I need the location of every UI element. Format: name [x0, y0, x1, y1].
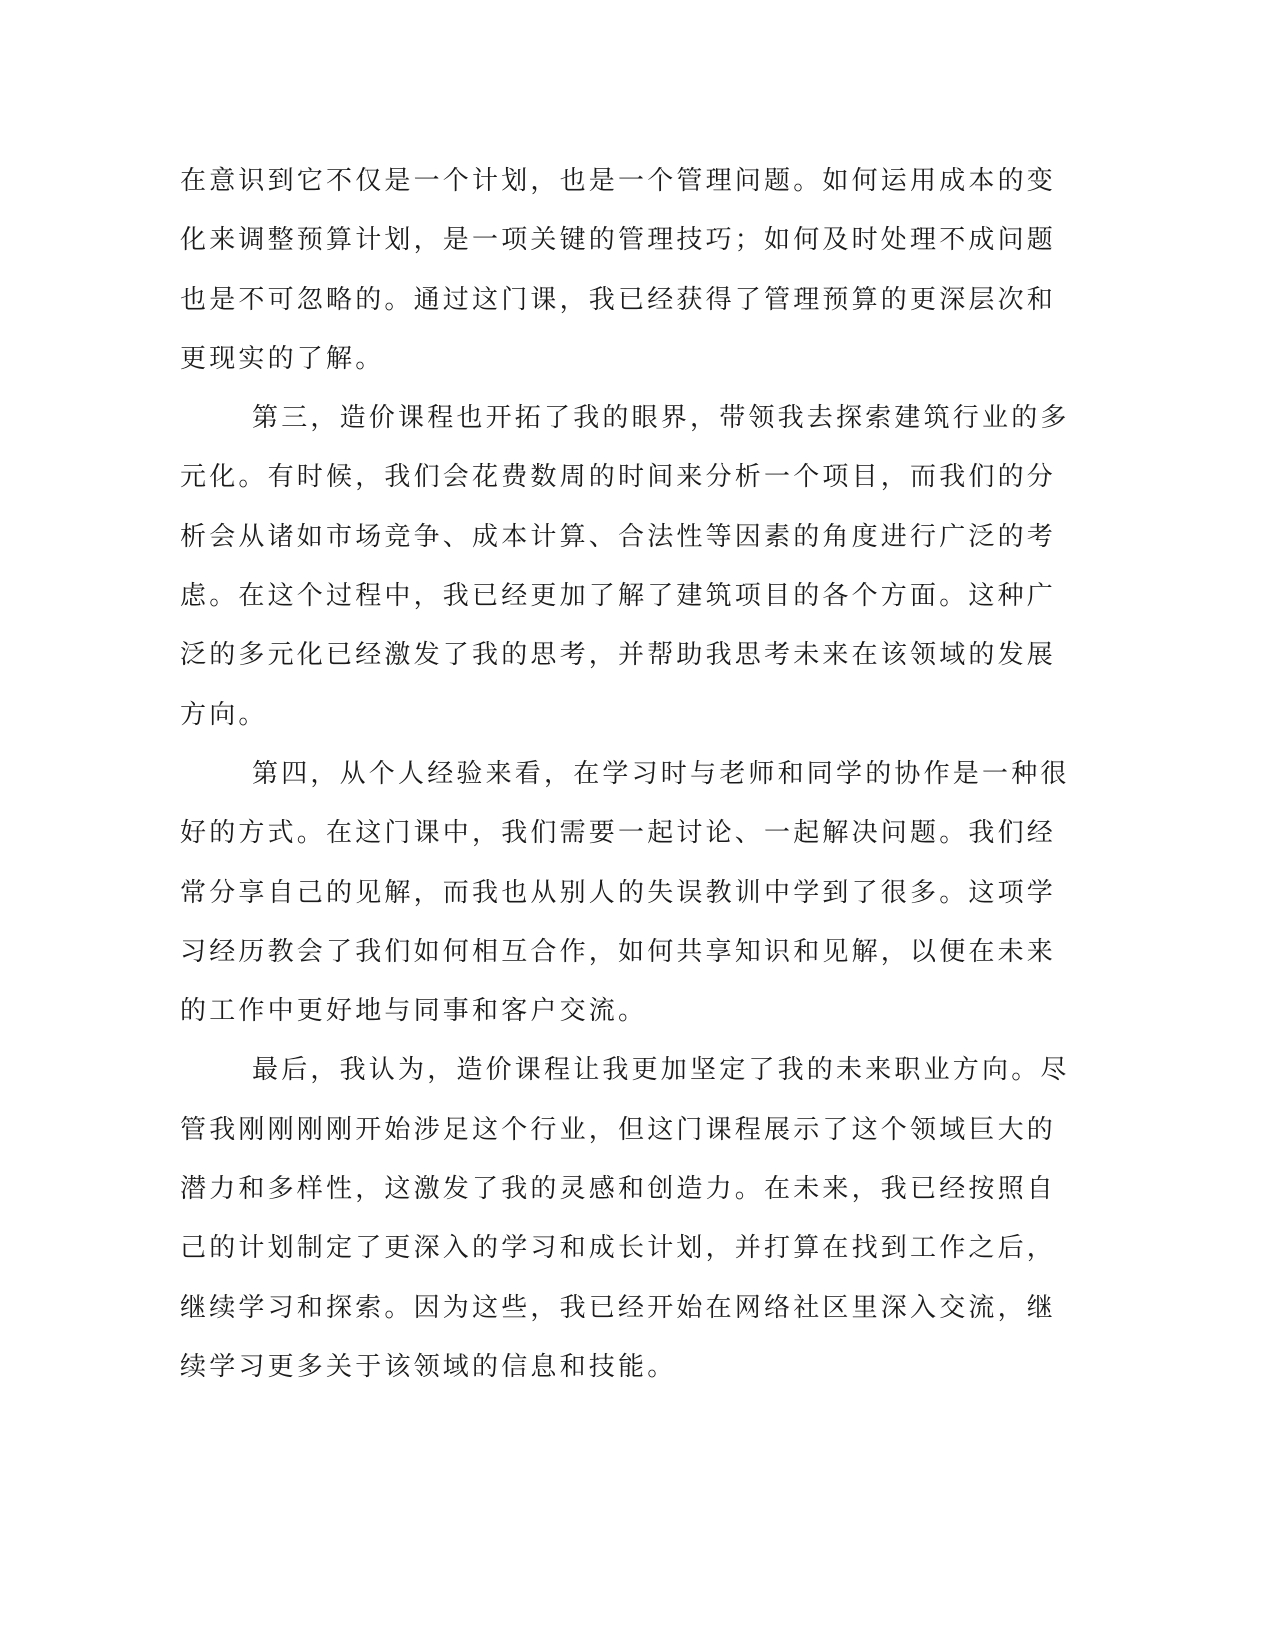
text-line: 常分享自己的见解，而我也从别人的失误教训中学到了很多。这项学 — [180, 877, 1057, 908]
text-line: 的工作中更好地与同事和客户交流。 — [180, 996, 648, 1027]
text-line: 续学习更多关于该领域的信息和技能。 — [180, 1351, 677, 1382]
paragraph-first-line: 最后，我认为，造价课程让我更加坚定了我的未来职业方向。尽 — [252, 1055, 1070, 1086]
text-line: 元化。有时候，我们会花费数周的时间来分析一个项目，而我们的分 — [180, 462, 1057, 493]
text-line: 在意识到它不仅是一个计划，也是一个管理问题。如何运用成本的变 — [180, 166, 1057, 196]
text-line: 己的计划制定了更深入的学习和成长计划，并打算在找到工作之后， — [180, 1233, 1057, 1264]
text-line: 化来调整预算计划，是一项关键的管理技巧；如何及时处理不成问题 — [180, 225, 1057, 256]
document-body — [180, 152, 1070, 1397]
text-line: 析会从诸如市场竞争、成本计算、合法性等因素的角度进行广泛的考 — [180, 521, 1057, 552]
text-line: 习经历教会了我们如何相互合作，如何共享知识和见解，以便在未来 — [180, 936, 1057, 967]
text-line: 方向。 — [180, 699, 268, 730]
text-line: 虑。在这个过程中，我已经更加了解了建筑项目的各个方面。这种广 — [180, 581, 1057, 612]
text-line: 继续学习和探索。因为这些，我已经开始在网络社区里深入交流，继 — [180, 1292, 1057, 1323]
text-line: 更现实的了解。 — [180, 343, 385, 374]
text-line: 好的方式。在这门课中，我们需要一起讨论、一起解决问题。我们经 — [180, 818, 1057, 849]
text-line: 泛的多元化已经激发了我的思考，并帮助我思考未来在该领域的发展 — [180, 640, 1057, 671]
paragraph-first-line: 第四，从个人经验来看，在学习时与老师和同学的协作是一种很 — [252, 758, 1070, 789]
text-line: 也是不可忽略的。通过这门课，我已经获得了管理预算的更深层次和 — [180, 284, 1057, 315]
text-line: 潜力和多样性，这激发了我的灵感和创造力。在未来，我已经按照自 — [180, 1174, 1057, 1205]
text-line: 管我刚刚刚刚开始涉足这个行业，但这门课程展示了这个领域巨大的 — [180, 1114, 1057, 1145]
paragraph-first-line: 第三，造价课程也开拓了我的眼界，带领我去探索建筑行业的多 — [252, 403, 1070, 434]
